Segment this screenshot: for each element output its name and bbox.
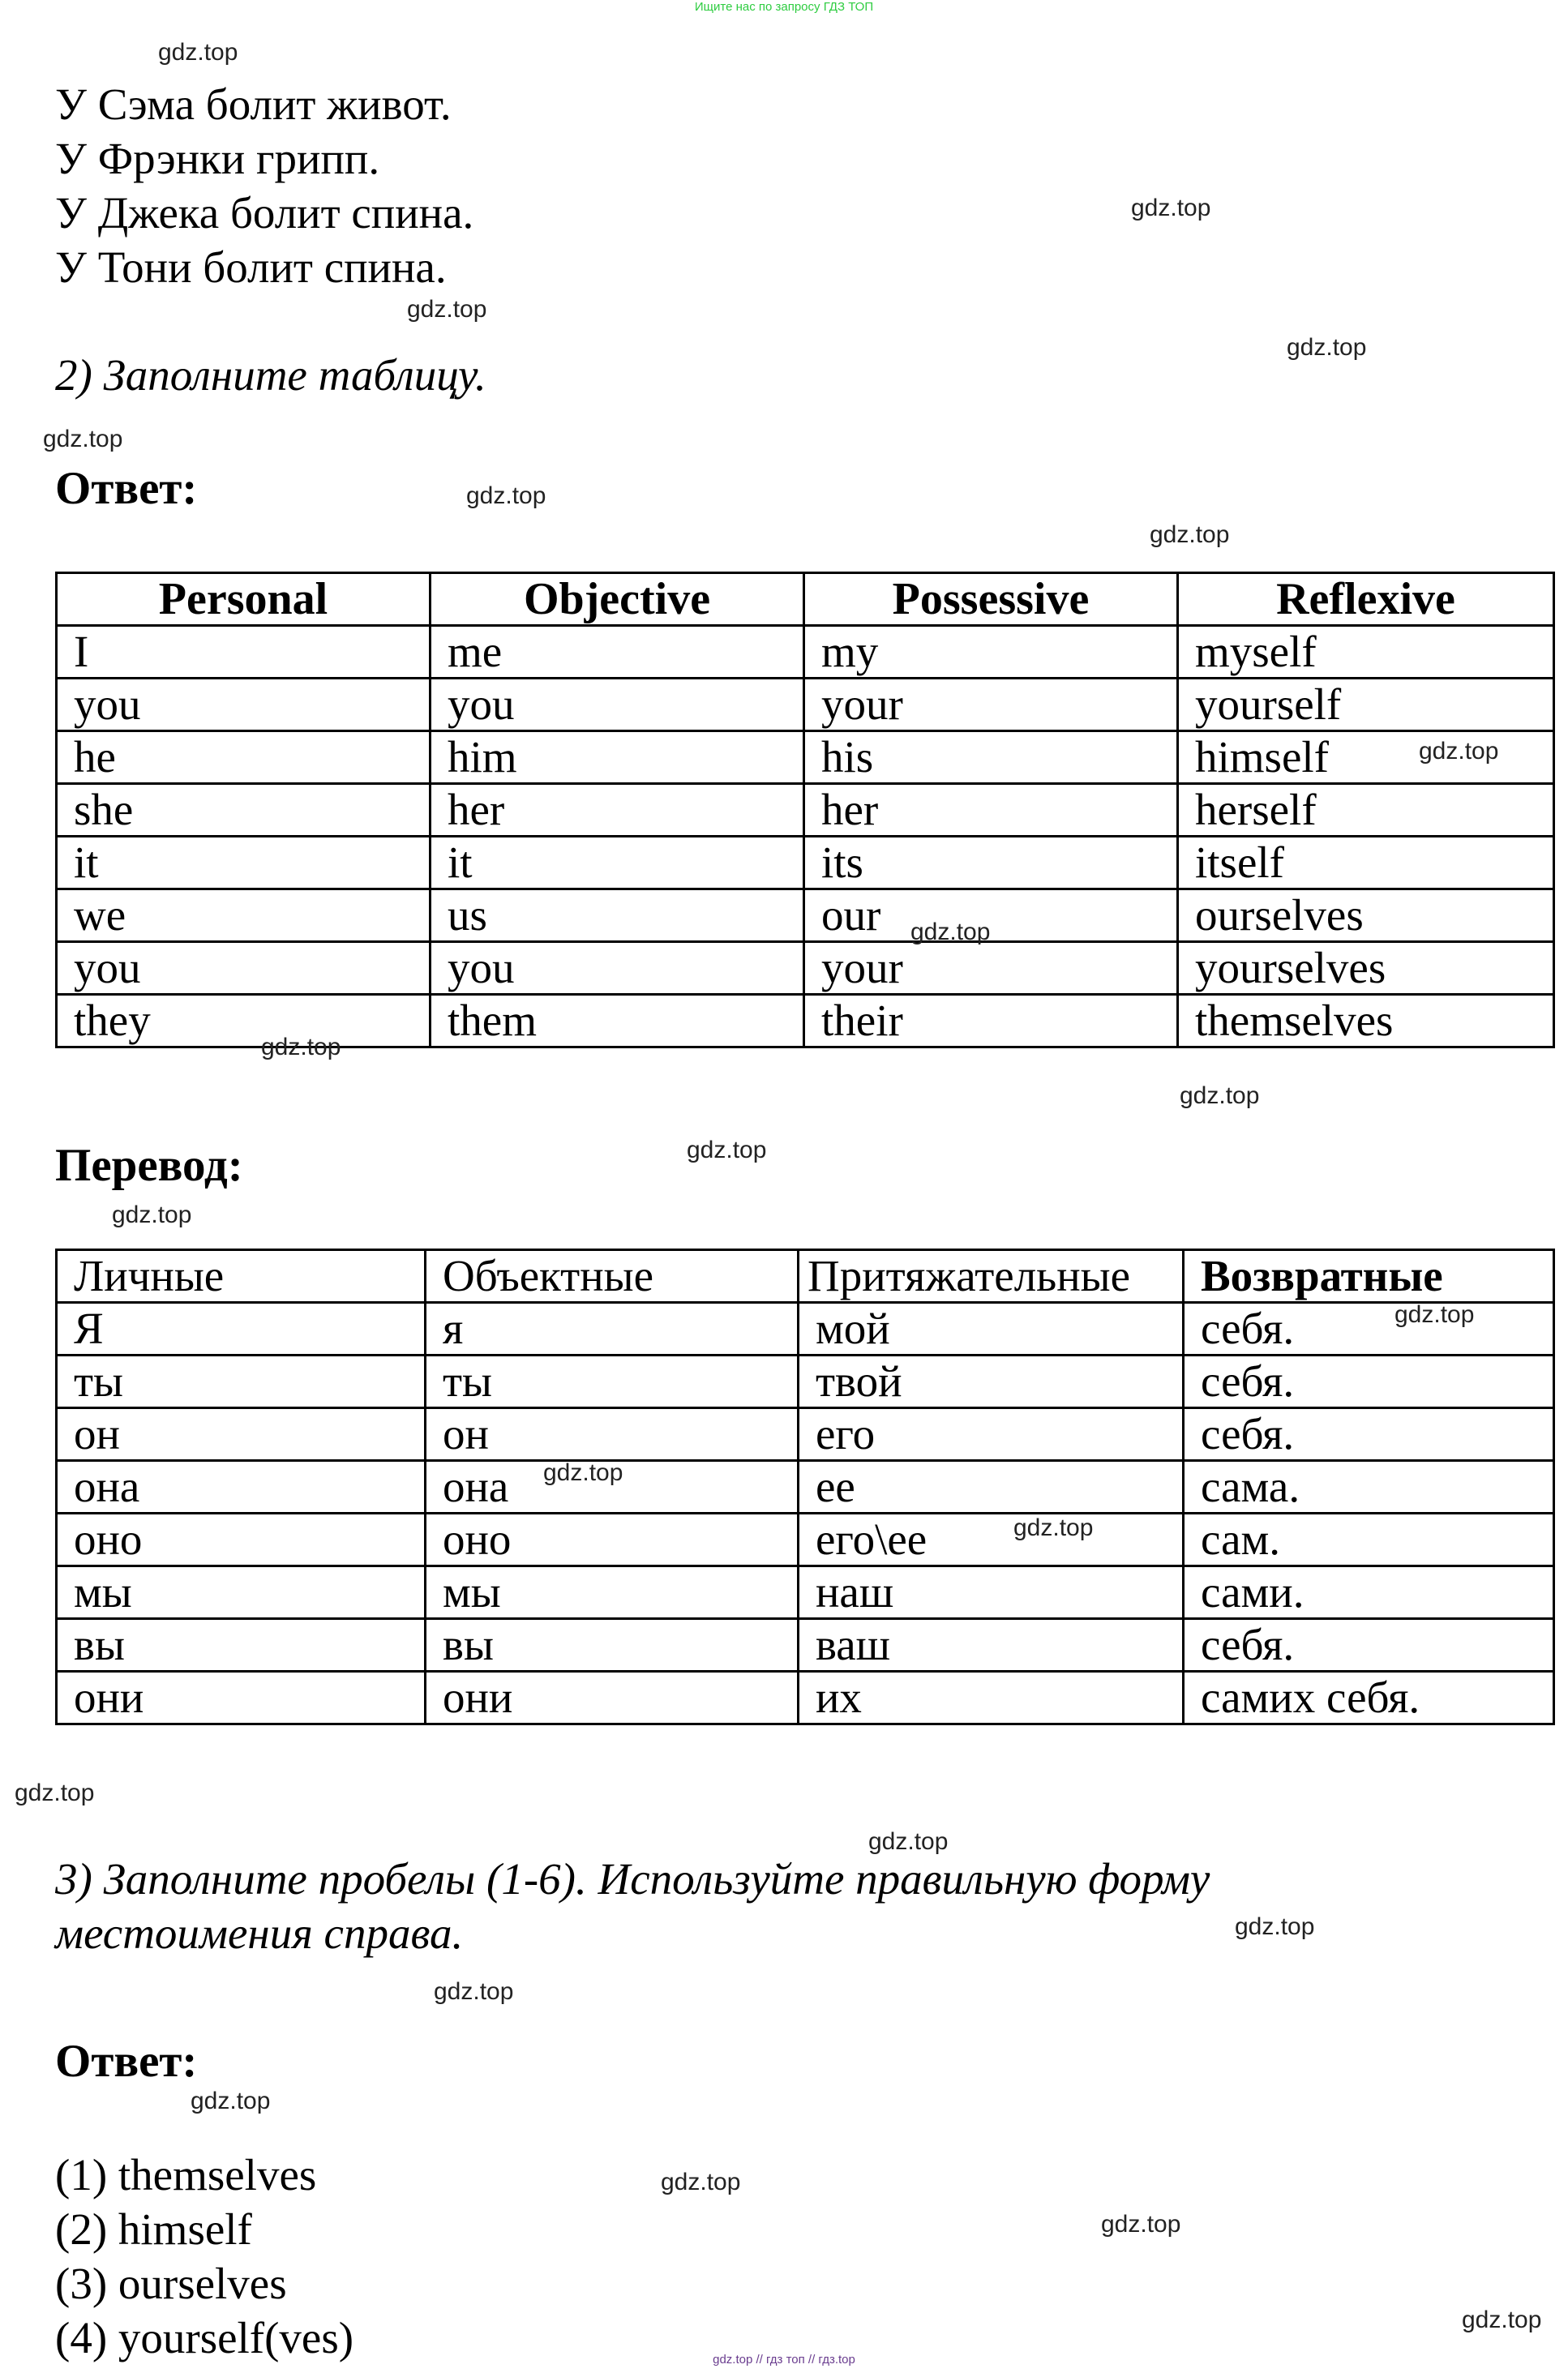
table-cell: себя. (1184, 1408, 1554, 1461)
table-row (57, 837, 1554, 889)
watermark: gdz.top (910, 919, 991, 945)
table-cell: you (57, 942, 431, 995)
translation-label: Перевод: (55, 1140, 243, 1191)
table-cell: your (804, 679, 1178, 731)
answer-item: (2) himself (55, 2204, 252, 2254)
table-cell: yourselves (1178, 942, 1554, 995)
watermark: gdz.top (1131, 195, 1211, 221)
table-cell: they (57, 995, 431, 1047)
table-cell: themselves (1178, 995, 1554, 1047)
table-cell: ты (57, 1356, 426, 1408)
table-cell: you (431, 679, 804, 731)
table-cell: himself (1178, 731, 1554, 784)
watermark: gdz.top (15, 1780, 95, 1806)
table-cell: мы (426, 1566, 799, 1619)
column-header: Personal (57, 573, 431, 626)
table-row (57, 1672, 1554, 1724)
table-cell: ваш (799, 1619, 1184, 1672)
watermark: gdz.top (1013, 1514, 1094, 1541)
table-cell: мы (57, 1566, 426, 1619)
column-header: Возвратные (1184, 1250, 1554, 1303)
table-cell: her (431, 784, 804, 837)
table-cell: we (57, 889, 431, 942)
watermark: gdz.top (868, 1828, 949, 1855)
watermark: gdz.top (43, 426, 123, 452)
answer-label: Ответ: (55, 2036, 198, 2087)
table-cell: it (431, 837, 804, 889)
watermark: gdz.top (191, 2088, 271, 2114)
pronoun-table (55, 572, 1555, 1048)
watermark: gdz.top (1419, 738, 1499, 765)
table-cell: она (426, 1461, 799, 1514)
table-row (57, 1566, 1554, 1619)
intro-line: У Сэма болит живот. (55, 79, 452, 129)
watermark: gdz.top (1462, 2307, 1542, 2333)
column-header: Reflexive (1178, 573, 1554, 626)
table-row (57, 626, 1554, 679)
watermark: gdz.top (434, 1978, 514, 2005)
table-cell: me (431, 626, 804, 679)
table-cell: они (426, 1672, 799, 1724)
table-cell: ты (426, 1356, 799, 1408)
table-cell: yourself (1178, 679, 1554, 731)
watermark: gdz.top (1180, 1082, 1260, 1109)
table-cell: my (804, 626, 1178, 679)
task-2-title: 2) Заполните таблицу. (55, 350, 486, 400)
table-cell: his (804, 731, 1178, 784)
table-cell: Я (57, 1303, 426, 1356)
table-cell: herself (1178, 784, 1554, 837)
table-cell: them (431, 995, 804, 1047)
table-cell: твой (799, 1356, 1184, 1408)
watermark: gdz.top (1150, 521, 1230, 548)
watermark: gdz.top (261, 1034, 341, 1060)
watermark: gdz.top (1287, 334, 1367, 361)
answer-item: (4) yourself(ves) (55, 2313, 354, 2362)
table-cell: you (57, 679, 431, 731)
table-row (57, 1303, 1554, 1356)
table-cell: его (799, 1408, 1184, 1461)
watermark: gdz.top (687, 1137, 767, 1163)
table-row (57, 889, 1554, 942)
table-cell: оно (426, 1514, 799, 1566)
table-cell: его\ее (799, 1514, 1184, 1566)
table-cell: ourselves (1178, 889, 1554, 942)
table-cell: себя. (1184, 1303, 1554, 1356)
table-cell: он (426, 1408, 799, 1461)
answer-item: (3) ourselves (55, 2259, 287, 2308)
intro-line: У Тони болит спина. (55, 242, 447, 292)
table-cell: your (804, 942, 1178, 995)
table-cell: its (804, 837, 1178, 889)
task-3-title: местоимения справа. (55, 1908, 464, 1958)
table-cell: itself (1178, 837, 1554, 889)
table-cell: him (431, 731, 804, 784)
table-cell: они (57, 1672, 426, 1724)
table-cell: our (804, 889, 1178, 942)
table-cell: вы (426, 1619, 799, 1672)
translation-table (55, 1249, 1555, 1725)
table-row (57, 1356, 1554, 1408)
answer-item: (1) themselves (55, 2150, 317, 2200)
top-banner: Ищите нас по запросу ГДЗ ТОП (694, 0, 874, 14)
column-header: Objective (431, 573, 804, 626)
table-row (57, 1619, 1554, 1672)
column-header: Possessive (804, 573, 1178, 626)
table-cell: самих себя. (1184, 1672, 1554, 1724)
table-header-row (57, 1250, 1554, 1303)
watermark: gdz.top (407, 296, 487, 323)
column-header: Личные (57, 1250, 426, 1303)
watermark: gdz.top (158, 39, 238, 66)
table-cell: he (57, 731, 431, 784)
table-cell: оно (57, 1514, 426, 1566)
watermark: gdz.top (661, 2169, 741, 2195)
table-cell: I (57, 626, 431, 679)
table-cell: себя. (1184, 1619, 1554, 1672)
bottom-banner: gdz.top // гдз топ // гдз.top (713, 2353, 855, 2367)
table-cell: ее (799, 1461, 1184, 1514)
column-header: Объектные (426, 1250, 799, 1303)
answer-label: Ответ: (55, 463, 198, 514)
watermark: gdz.top (1235, 1913, 1315, 1940)
watermark: gdz.top (466, 482, 546, 509)
table-row (57, 1514, 1554, 1566)
table-cell: сама. (1184, 1461, 1554, 1514)
table-cell: their (804, 995, 1178, 1047)
table-cell: сам. (1184, 1514, 1554, 1566)
table-cell: их (799, 1672, 1184, 1724)
table-cell: you (431, 942, 804, 995)
table-row (57, 679, 1554, 731)
table-row (57, 1408, 1554, 1461)
column-header: Притяжательные (799, 1250, 1184, 1303)
watermark: gdz.top (1101, 2211, 1181, 2238)
watermark: gdz.top (112, 1201, 192, 1228)
table-header-row (57, 573, 1554, 626)
table-cell: вы (57, 1619, 426, 1672)
table-cell: it (57, 837, 431, 889)
watermark: gdz.top (1394, 1301, 1475, 1328)
table-cell: наш (799, 1566, 1184, 1619)
table-cell: myself (1178, 626, 1554, 679)
table-row (57, 1461, 1554, 1514)
table-cell: сами. (1184, 1566, 1554, 1619)
table-cell: she (57, 784, 431, 837)
table-cell: я (426, 1303, 799, 1356)
table-cell: она (57, 1461, 426, 1514)
table-row (57, 942, 1554, 995)
table-row (57, 731, 1554, 784)
table-cell: мой (799, 1303, 1184, 1356)
task-3-title: 3) Заполните пробелы (1-6). Используйте правильную форму (55, 1854, 1210, 1904)
table-cell: us (431, 889, 804, 942)
table-cell: her (804, 784, 1178, 837)
intro-line: У Фрэнки грипп. (55, 134, 380, 183)
watermark: gdz.top (543, 1459, 623, 1486)
intro-line: У Джека болит спина. (55, 188, 474, 238)
table-cell: он (57, 1408, 426, 1461)
table-row (57, 784, 1554, 837)
table-cell: себя. (1184, 1356, 1554, 1408)
